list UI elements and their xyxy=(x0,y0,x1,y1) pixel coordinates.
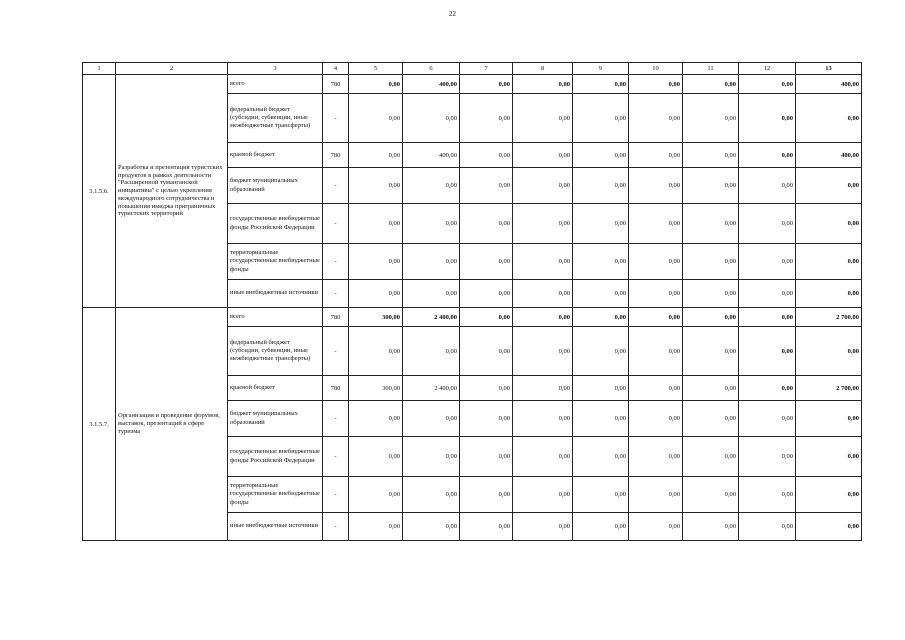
amount-cell: 400,00 xyxy=(796,75,862,94)
amount-cell: 0,00 xyxy=(573,308,629,327)
amount-cell: 0,00 xyxy=(683,376,739,401)
amount-cell: 0,00 xyxy=(683,308,739,327)
amount-cell: 0,00 xyxy=(403,168,460,204)
amount-cell: 0,00 xyxy=(796,401,862,437)
amount-cell: 0,00 xyxy=(573,143,629,168)
amount-cell: 0,00 xyxy=(573,376,629,401)
funding-source: краевой бюджет xyxy=(228,376,323,401)
amount-cell: 0,00 xyxy=(739,280,796,308)
funding-source: всего xyxy=(228,308,323,327)
funding-source: всего xyxy=(228,75,323,94)
amount-cell: 0,00 xyxy=(513,94,573,143)
amount-cell: 0,00 xyxy=(513,477,573,513)
budget-code: 780 xyxy=(323,308,349,327)
funding-source: федеральный бюджет (субсидии, субвенции, иные межбюджетные трансферты) xyxy=(228,94,323,143)
amount-cell: 0,00 xyxy=(629,204,683,244)
amount-cell: 0,00 xyxy=(739,401,796,437)
amount-cell: 0,00 xyxy=(460,308,513,327)
amount-cell: 0,00 xyxy=(573,75,629,94)
amount-cell: 0,00 xyxy=(629,376,683,401)
amount-cell: 0,00 xyxy=(739,244,796,280)
amount-cell: 0,00 xyxy=(683,437,739,477)
column-header: 7 xyxy=(460,63,513,75)
amount-cell: 0,00 xyxy=(573,513,629,541)
amount-cell: 400,00 xyxy=(403,75,460,94)
funding-source: бюджет муниципальных образований xyxy=(228,168,323,204)
amount-cell: 0,00 xyxy=(460,204,513,244)
amount-cell: 300,00 xyxy=(349,376,403,401)
funding-source: территориальные государственные внебюджетные фонды xyxy=(228,244,323,280)
budget-code: - xyxy=(323,513,349,541)
activity-name: Организация и проведение форумов, выставок, презентаций в сфере туризма xyxy=(116,308,228,541)
amount-cell: 0,00 xyxy=(349,280,403,308)
amount-cell: 0,00 xyxy=(460,244,513,280)
amount-cell: 0,00 xyxy=(739,75,796,94)
amount-cell: 0,00 xyxy=(683,143,739,168)
amount-cell: 0,00 xyxy=(513,308,573,327)
amount-cell: 0,00 xyxy=(573,477,629,513)
column-header: 3 xyxy=(228,63,323,75)
header-row xyxy=(83,63,862,75)
budget-code: 780 xyxy=(323,376,349,401)
amount-cell: 0,00 xyxy=(739,437,796,477)
amount-cell: 0,00 xyxy=(513,401,573,437)
amount-cell: 0,00 xyxy=(573,168,629,204)
amount-cell: 0,00 xyxy=(796,244,862,280)
column-header: 2 xyxy=(116,63,228,75)
amount-cell: 0,00 xyxy=(796,513,862,541)
amount-cell: 0,00 xyxy=(629,168,683,204)
amount-cell: 0,00 xyxy=(683,513,739,541)
amount-cell: 0,00 xyxy=(460,94,513,143)
amount-cell: 2 400,00 xyxy=(403,308,460,327)
budget-code: - xyxy=(323,94,349,143)
table-row xyxy=(83,308,862,327)
amount-cell: 0,00 xyxy=(573,437,629,477)
budget-code: - xyxy=(323,244,349,280)
amount-cell: 0,00 xyxy=(460,437,513,477)
column-header: 6 xyxy=(403,63,460,75)
amount-cell: 0,00 xyxy=(683,204,739,244)
amount-cell: 0,00 xyxy=(739,94,796,143)
budget-code: - xyxy=(323,280,349,308)
budget-code: - xyxy=(323,327,349,376)
amount-cell: 0,00 xyxy=(460,401,513,437)
budget-code: - xyxy=(323,168,349,204)
column-header: 5 xyxy=(349,63,403,75)
amount-cell: 0,00 xyxy=(349,477,403,513)
amount-cell: 0,00 xyxy=(739,308,796,327)
funding-source: иные внебюджетные источники xyxy=(228,513,323,541)
table-row xyxy=(83,75,862,94)
amount-cell: 0,00 xyxy=(796,327,862,376)
amount-cell: 0,00 xyxy=(796,94,862,143)
amount-cell: 0,00 xyxy=(629,94,683,143)
amount-cell: 0,00 xyxy=(513,143,573,168)
budget-code: 780 xyxy=(323,75,349,94)
column-header: 12 xyxy=(739,63,796,75)
amount-cell: 0,00 xyxy=(349,75,403,94)
column-header: 1 xyxy=(83,63,116,75)
amount-cell: 0,00 xyxy=(513,437,573,477)
amount-cell: 0,00 xyxy=(513,513,573,541)
amount-cell: 0,00 xyxy=(629,143,683,168)
amount-cell: 0,00 xyxy=(629,401,683,437)
budget-table xyxy=(82,62,862,541)
amount-cell: 400,00 xyxy=(403,143,460,168)
amount-cell: 0,00 xyxy=(513,204,573,244)
amount-cell: 0,00 xyxy=(460,280,513,308)
budget-code: - xyxy=(323,204,349,244)
amount-cell: 0,00 xyxy=(796,204,862,244)
amount-cell: 0,00 xyxy=(513,376,573,401)
amount-cell: 0,00 xyxy=(683,401,739,437)
amount-cell: 0,00 xyxy=(629,437,683,477)
amount-cell: 0,00 xyxy=(403,477,460,513)
amount-cell: 0,00 xyxy=(683,280,739,308)
amount-cell: 0,00 xyxy=(629,75,683,94)
amount-cell: 0,00 xyxy=(796,168,862,204)
amount-cell: 0,00 xyxy=(739,204,796,244)
amount-cell: 0,00 xyxy=(460,168,513,204)
amount-cell: 400,00 xyxy=(796,143,862,168)
activity-name: Разработка и презентация туристских продуктов в рамках деятельности "Расширенной туманганской инициативы" с целью укрепления международного сотрудничества и повышения имиджа приграничных туристских территорий xyxy=(116,75,228,308)
amount-cell: 0,00 xyxy=(513,75,573,94)
amount-cell: 0,00 xyxy=(460,477,513,513)
amount-cell: 0,00 xyxy=(403,401,460,437)
budget-code: 780 xyxy=(323,143,349,168)
amount-cell: 0,00 xyxy=(683,94,739,143)
amount-cell: 0,00 xyxy=(629,244,683,280)
amount-cell: 0,00 xyxy=(796,437,862,477)
amount-cell: 0,00 xyxy=(739,477,796,513)
budget-code: - xyxy=(323,437,349,477)
amount-cell: 0,00 xyxy=(403,94,460,143)
amount-cell: 0,00 xyxy=(349,94,403,143)
amount-cell: 0,00 xyxy=(403,513,460,541)
amount-cell: 0,00 xyxy=(349,327,403,376)
amount-cell: 0,00 xyxy=(573,94,629,143)
amount-cell: 0,00 xyxy=(573,401,629,437)
amount-cell: 0,00 xyxy=(683,168,739,204)
amount-cell: 0,00 xyxy=(629,513,683,541)
column-header: 8 xyxy=(513,63,573,75)
amount-cell: 0,00 xyxy=(460,376,513,401)
activity-code: 3.1.5.7. xyxy=(83,308,116,541)
column-header: 10 xyxy=(629,63,683,75)
amount-cell: 0,00 xyxy=(629,327,683,376)
funding-source: иные внебюджетные источники xyxy=(228,280,323,308)
amount-cell: 0,00 xyxy=(513,168,573,204)
amount-cell: 0,00 xyxy=(683,244,739,280)
amount-cell: 0,00 xyxy=(349,143,403,168)
amount-cell: 0,00 xyxy=(349,204,403,244)
budget-code: - xyxy=(323,477,349,513)
amount-cell: 0,00 xyxy=(460,75,513,94)
amount-cell: 0,00 xyxy=(349,244,403,280)
amount-cell: 2 400,00 xyxy=(403,376,460,401)
column-header: 9 xyxy=(573,63,629,75)
funding-source: территориальные государственные внебюджетные фонды xyxy=(228,477,323,513)
amount-cell: 0,00 xyxy=(796,477,862,513)
amount-cell: 0,00 xyxy=(403,244,460,280)
amount-cell: 0,00 xyxy=(403,437,460,477)
amount-cell: 0,00 xyxy=(683,477,739,513)
amount-cell: 300,00 xyxy=(349,308,403,327)
activity-code: 3.1.5.6. xyxy=(83,75,116,308)
amount-cell: 0,00 xyxy=(349,168,403,204)
amount-cell: 0,00 xyxy=(573,204,629,244)
amount-cell: 0,00 xyxy=(349,437,403,477)
amount-cell: 0,00 xyxy=(403,280,460,308)
funding-source: краевой бюджет xyxy=(228,143,323,168)
budget-code: - xyxy=(323,401,349,437)
amount-cell: 0,00 xyxy=(629,477,683,513)
amount-cell: 0,00 xyxy=(460,327,513,376)
amount-cell: 0,00 xyxy=(513,327,573,376)
amount-cell: 0,00 xyxy=(739,143,796,168)
amount-cell: 0,00 xyxy=(460,143,513,168)
amount-cell: 0,00 xyxy=(573,244,629,280)
amount-cell: 0,00 xyxy=(349,401,403,437)
funding-source: государственные внебюджетные фонды Российской Федерации xyxy=(228,437,323,477)
page-number: 22 xyxy=(449,10,456,18)
funding-source: бюджет муниципальных образований xyxy=(228,401,323,437)
amount-cell: 2 700,00 xyxy=(796,376,862,401)
amount-cell: 0,00 xyxy=(796,280,862,308)
amount-cell: 0,00 xyxy=(739,376,796,401)
amount-cell: 0,00 xyxy=(573,327,629,376)
amount-cell: 0,00 xyxy=(349,513,403,541)
amount-cell: 0,00 xyxy=(460,513,513,541)
amount-cell: 0,00 xyxy=(513,280,573,308)
column-header: 4 xyxy=(323,63,349,75)
column-header: 11 xyxy=(683,63,739,75)
amount-cell: 0,00 xyxy=(739,327,796,376)
amount-cell: 0,00 xyxy=(403,327,460,376)
amount-cell: 0,00 xyxy=(739,168,796,204)
amount-cell: 0,00 xyxy=(513,244,573,280)
amount-cell: 0,00 xyxy=(683,75,739,94)
amount-cell: 0,00 xyxy=(573,280,629,308)
funding-source: государственные внебюджетные фонды Российской Федерации xyxy=(228,204,323,244)
amount-cell: 2 700,00 xyxy=(796,308,862,327)
amount-cell: 0,00 xyxy=(683,327,739,376)
funding-source: федеральный бюджет (субсидии, субвенции, иные межбюджетные трансферты) xyxy=(228,327,323,376)
column-header: 13 xyxy=(796,63,862,75)
amount-cell: 0,00 xyxy=(629,308,683,327)
amount-cell: 0,00 xyxy=(739,513,796,541)
amount-cell: 0,00 xyxy=(403,204,460,244)
amount-cell: 0,00 xyxy=(629,280,683,308)
